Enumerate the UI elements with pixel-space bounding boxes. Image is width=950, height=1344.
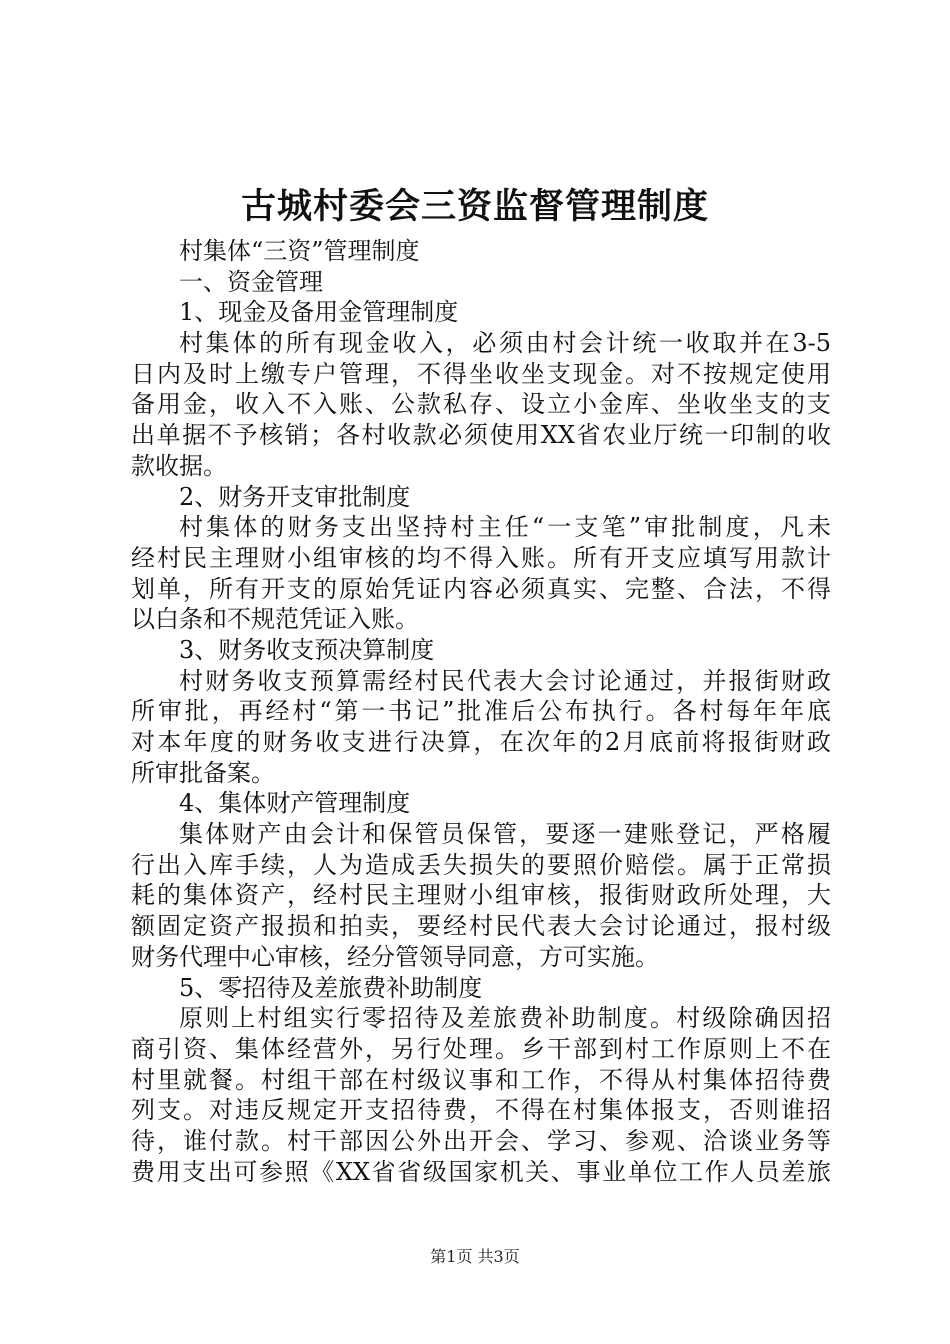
heading-line: 5、零招待及差旅费补助制度 [179,973,483,1002]
paragraph-line: 村财务收支预算需经村民代表大会讨论通过，并报街财政 [179,666,831,695]
paragraph-line: 费用支出可参照《XX省省级国家机关、事业单位工作人员差旅 [131,1157,831,1186]
paragraph-line: 对本年度的财务收支进行决算，在次年的2月底前将报街财政 [131,728,831,756]
paragraph-line: 商引资、集体经营外，另行处理。乡干部到村工作原则上不在 [131,1034,831,1063]
paragraph-line: 村集体的财务支出坚持村主任“一支笔”审批制度，凡未 [179,513,831,542]
document-body [131,236,831,1187]
page-number: 第1页 共3页 [430,1247,520,1266]
paragraph-line: 财务代理中心审核，经分管领导同意，方可实施。 [131,942,659,971]
paragraph-line: 所审批备案。 [131,758,275,787]
paragraph-line: 村集体的所有现金收入，必须由村会计统一收取并在3-5 [179,329,831,358]
paragraph-line: 原则上村组实行零招待及差旅费补助制度。村级除确因招 [179,1004,831,1033]
paragraph-line: 待，谁付款。村干部因公外出开会、学习、参观、洽谈业务等 [131,1126,831,1155]
heading-line: 村集体“三资”管理制度 [179,237,420,265]
heading-line: 1、现金及备用金管理制度 [179,298,459,327]
document-title: 古城村委会三资监督管理制度 [240,186,709,227]
page-footer [0,1244,950,1267]
paragraph-line: 划单，所有开支的原始凭证内容必须真实、完整、合法，不得 [131,574,831,603]
heading-line: 2、财务开支审批制度 [179,482,411,511]
paragraph-line: 额固定资产报损和拍卖，要经村民代表大会讨论通过，报村级 [131,912,831,941]
paragraph-line: 备用金，收入不入账、公款私存、设立小金库、坐收坐支的支 [131,390,831,419]
paragraph-line: 行出入库手续，人为造成丢失损失的要照价赔偿。属于正常损 [131,850,831,879]
paragraph-line: 列支。对违反规定开支招待费，不得在村集体报支，否则谁招 [131,1096,831,1125]
paragraph-line: 经村民主理财小组审核的均不得入账。所有开支应填写用款计 [131,543,831,572]
heading-line: 4、集体财产管理制度 [179,789,411,818]
paragraph-line: 耗的集体资产，经村民主理财小组审核，报街财政所处理，大 [131,881,831,910]
heading-line: 一、资金管理 [179,267,323,296]
paragraph-line: 日内及时上缴专户管理，不得坐收坐支现金。对不按规定使用 [131,359,831,388]
paragraph-line: 款收据。 [131,451,227,480]
paragraph-line: 出单据不予核销；各村收款必须使用XX省农业厅统一印制的收 [131,421,831,450]
paragraph-line: 所审批，再经村“第一书记”批准后公布执行。各村每年年底 [131,697,831,726]
paragraph-line: 以白条和不规范凭证入账。 [131,605,419,634]
heading-line: 3、财务收支预决算制度 [179,635,435,664]
paragraph-line: 集体财产由会计和保管员保管，要逐一建账登记，严格履 [179,820,831,849]
paragraph-line: 村里就餐。村组干部在村级议事和工作，不得从村集体招待费 [131,1065,831,1094]
